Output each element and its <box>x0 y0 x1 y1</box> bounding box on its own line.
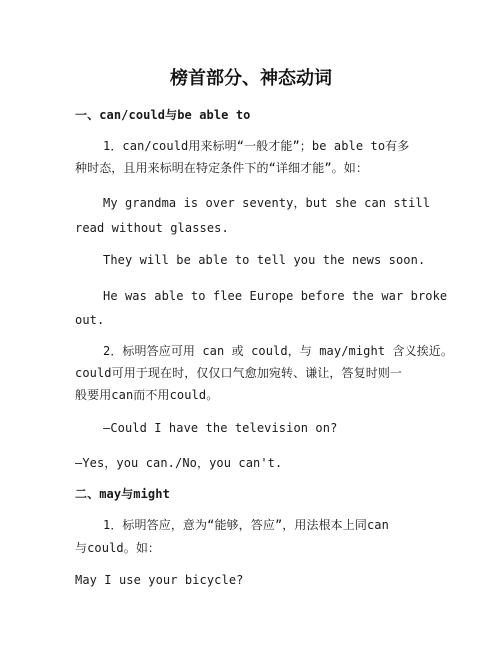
paragraph-line: could可用于现在时，仅仅口气愈加宛转、谦让，答复时则一 <box>75 366 403 380</box>
example-sentence: My grandma is over seventy，but she can still <box>103 196 431 210</box>
paragraph-line: 1．标明答应，意为“能够，答应”，用法根本上同can <box>103 518 389 532</box>
paragraph-line: 2．标明答应可用 can 或 could，与 may/might 含义挨近。 <box>103 344 453 358</box>
example-sentence: They will be able to tell you the news soon. <box>103 253 426 267</box>
dialogue-line: —Yes，you can./No，you can't. <box>75 456 283 470</box>
section-heading-may-might: 二、may与might <box>75 487 170 501</box>
example-sentence: read without glasses. <box>75 221 229 235</box>
paragraph-line: 1．can/could用来标明“一般才能”；be able to有多 <box>103 139 410 153</box>
paragraph-line: 般要用can而不用could。 <box>75 388 219 402</box>
section-heading-can-could: 一、can/could与be able to <box>75 108 251 122</box>
example-sentence: out. <box>75 313 105 327</box>
dialogue-line: —Could I have the television on? <box>103 421 338 435</box>
example-sentence: He was able to flee Europe before the war broke <box>103 289 448 303</box>
page-title: 榜首部分、神态动词 <box>170 68 332 89</box>
paragraph-line: 种时态，且用来标明在特定条件下的“详细才能”。如： <box>75 161 368 175</box>
paragraph-line: 与could。如： <box>75 541 161 555</box>
example-sentence: May I use your bicycle? <box>75 573 244 587</box>
